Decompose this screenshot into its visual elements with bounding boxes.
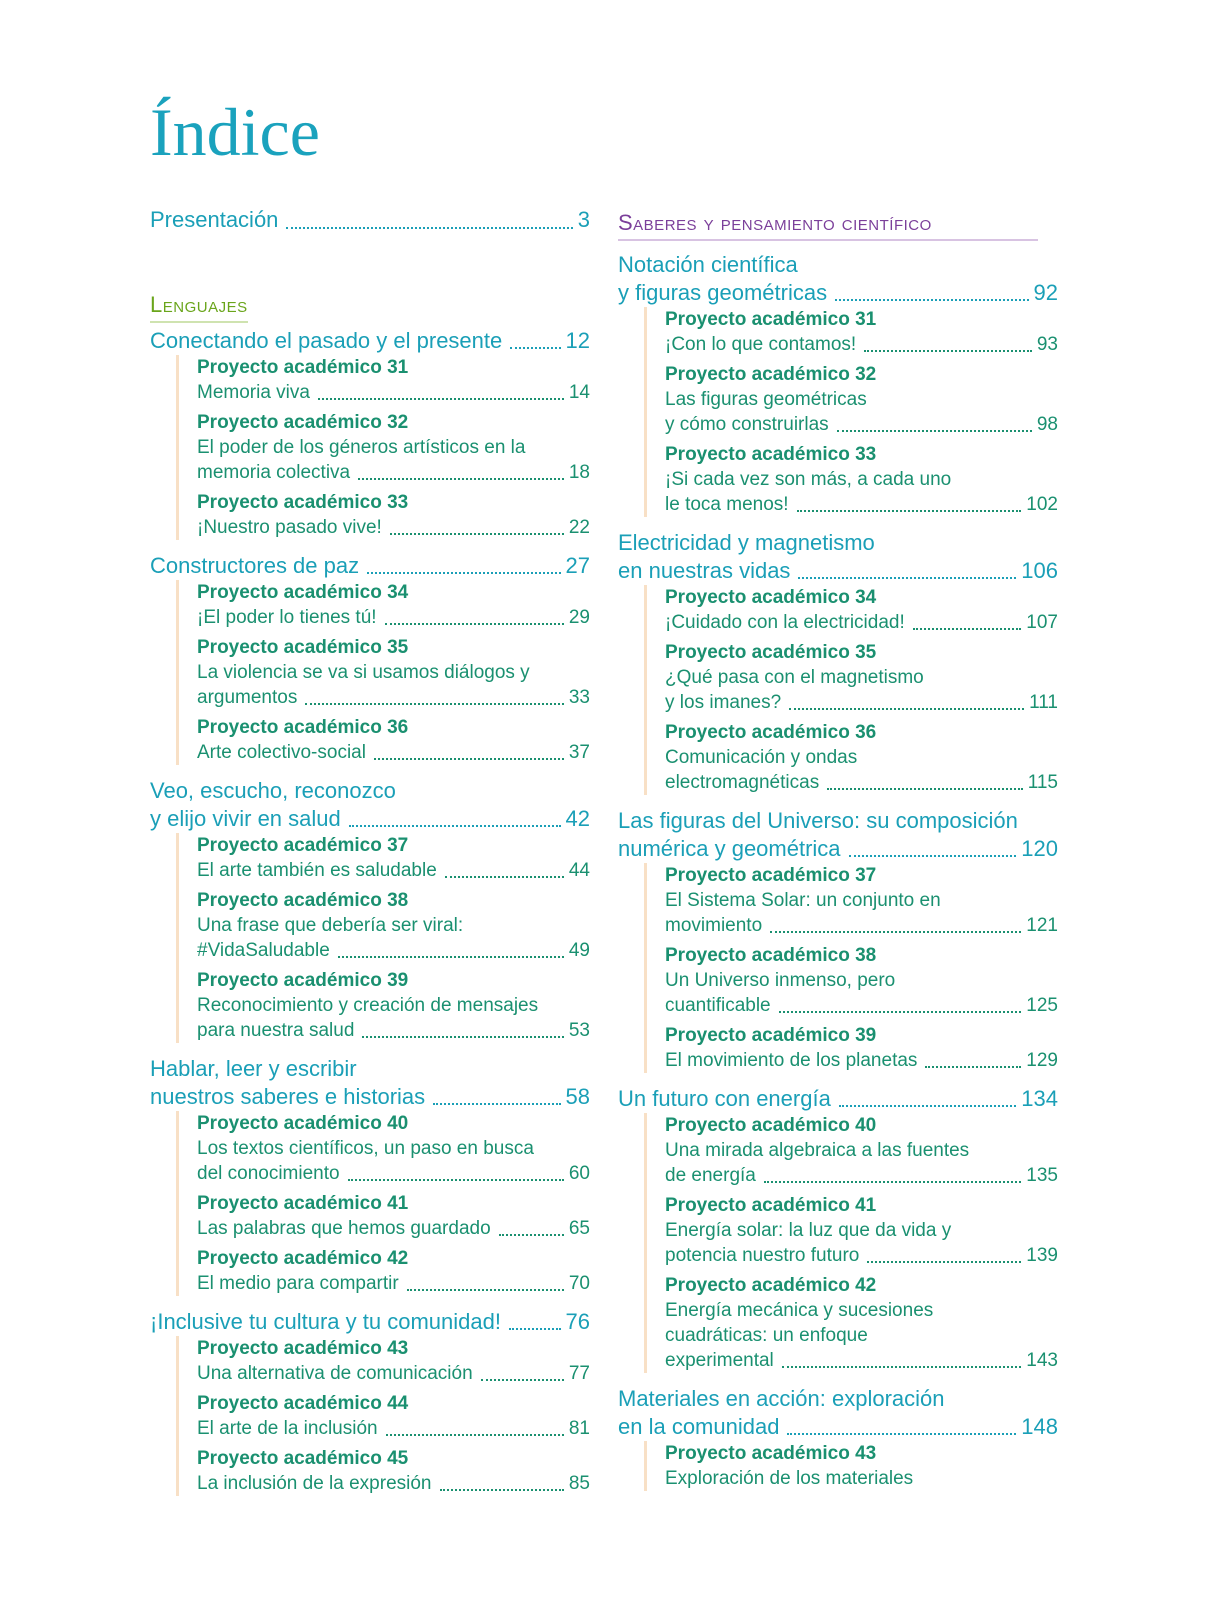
- entry-text: Una frase que debería ser viral:: [197, 915, 464, 936]
- page-number: 27: [565, 553, 590, 578]
- page-number: 60: [568, 1163, 590, 1184]
- project-list: [176, 1111, 590, 1296]
- toc-topic[interactable]: [618, 1085, 1058, 1373]
- entry-text: experimental: [665, 1350, 774, 1371]
- entry-line: [197, 460, 590, 485]
- page-number: 106: [1021, 558, 1058, 583]
- page-number: 29: [568, 607, 590, 628]
- entry-text: Conectando el pasado y el presente: [150, 328, 503, 353]
- entry-text: de energía: [665, 1165, 756, 1186]
- page-number: 139: [1026, 1245, 1058, 1266]
- entry-text: Materiales en acción: exploración: [618, 1386, 945, 1411]
- project-heading: Proyecto académico 34: [665, 587, 877, 608]
- entry-text: numérica y geométrica: [618, 836, 841, 861]
- dot-leader: [925, 1066, 1021, 1068]
- entry-text: cuadráticas: un enfoque: [665, 1325, 868, 1346]
- entry-text: El arte también es saludable: [197, 860, 437, 881]
- dot-leader: [358, 478, 564, 480]
- entry-text: El movimiento de los planetas: [665, 1050, 918, 1071]
- entry-line: [665, 1243, 1058, 1268]
- toc-topic[interactable]: [618, 807, 1058, 1073]
- project-heading: Proyecto académico 32: [665, 364, 877, 385]
- entry-text: Energía mecánica y sucesiones: [665, 1300, 934, 1321]
- entry-text: ¿Qué pasa con el magnetismo: [665, 667, 924, 688]
- toc-topic[interactable]: [618, 251, 1058, 517]
- entry-line: [665, 492, 1058, 517]
- entry-text: Constructores de paz: [150, 553, 360, 578]
- toc-project[interactable]: [197, 490, 590, 540]
- page-number: 12: [565, 328, 590, 353]
- entry-line: [665, 1348, 1058, 1373]
- project-heading: Proyecto académico 32: [197, 412, 409, 433]
- page-number: 53: [568, 1020, 590, 1041]
- toc-project[interactable]: [197, 355, 590, 405]
- project-heading: Proyecto académico 33: [197, 492, 409, 513]
- project-heading: Proyecto académico 45: [197, 1448, 409, 1469]
- right-column: [618, 205, 1058, 1491]
- entry-text: cuantificable: [665, 995, 771, 1016]
- project-heading: Proyecto académico 42: [197, 1248, 409, 1269]
- toc-project[interactable]: [665, 1113, 1058, 1188]
- entry-text: El Sistema Solar: un conjunto en: [665, 890, 941, 911]
- entry-text: Reconocimiento y creación de mensajes: [197, 995, 539, 1016]
- page-number: 102: [1026, 494, 1058, 515]
- project-heading: Proyecto académico 36: [197, 717, 409, 738]
- project-list: [644, 307, 1058, 517]
- dot-leader: [839, 1105, 1016, 1107]
- entry-line: [197, 1471, 590, 1496]
- section-heading-saberes: Saberes y pensamiento científico: [618, 209, 1038, 241]
- entry-line: [197, 740, 590, 765]
- entry-text: Veo, escucho, reconozco: [150, 778, 396, 803]
- dot-leader: [374, 758, 564, 760]
- entry-line: [150, 1308, 590, 1336]
- page-number: 93: [1036, 334, 1058, 355]
- entry-line: [665, 993, 1058, 1018]
- project-heading: Proyecto académico 37: [665, 865, 877, 886]
- page-number: 18: [568, 462, 590, 483]
- entry-text: ¡Inclusive tu cultura y tu comunidad!: [150, 1309, 501, 1334]
- entry-text: movimiento: [665, 915, 763, 936]
- dot-leader: [787, 1433, 1016, 1435]
- dot-leader: [338, 956, 564, 958]
- dot-leader: [385, 623, 564, 625]
- dot-leader: [849, 855, 1017, 857]
- page-number: 22: [568, 517, 590, 538]
- entry-text: y figuras geométricas: [618, 280, 828, 305]
- project-list: [644, 1113, 1058, 1373]
- page-number: 81: [568, 1418, 590, 1439]
- section-heading-lenguajes: Lenguajes: [150, 291, 248, 323]
- entry-line: [197, 1416, 590, 1441]
- toc-project[interactable]: [665, 640, 1058, 715]
- project-list: [176, 580, 590, 765]
- dot-leader: [407, 1289, 564, 1291]
- dot-leader: [367, 572, 560, 574]
- toc-project[interactable]: [197, 715, 590, 765]
- project-heading: Proyecto académico 31: [665, 309, 877, 330]
- toc-project[interactable]: [665, 1273, 1058, 1373]
- toc-project[interactable]: [665, 943, 1058, 1018]
- toc-project[interactable]: [197, 1446, 590, 1496]
- project-heading: Proyecto académico 36: [665, 722, 877, 743]
- entry-line: [197, 1271, 590, 1296]
- entry-line: [150, 552, 590, 580]
- entry-line: [197, 858, 590, 883]
- dot-leader: [499, 1234, 564, 1236]
- page-number: 111: [1029, 692, 1058, 713]
- toc-project[interactable]: [197, 1391, 590, 1441]
- page-number: 143: [1026, 1350, 1058, 1371]
- toc-project[interactable]: [197, 635, 590, 710]
- page-number: 58: [565, 1084, 590, 1109]
- entry-text: Un Universo inmenso, pero: [665, 970, 896, 991]
- dot-leader: [318, 398, 564, 400]
- dot-leader: [864, 350, 1032, 352]
- dot-leader: [362, 1036, 563, 1038]
- toc-project[interactable]: [197, 833, 590, 883]
- entry-text: El medio para compartir: [197, 1273, 399, 1294]
- entry-line: [618, 279, 1058, 307]
- entry-text: ¡El poder lo tienes tú!: [197, 607, 377, 628]
- toc-project[interactable]: [197, 968, 590, 1043]
- toc-project[interactable]: [665, 1441, 1058, 1491]
- entry-text: Notación científica: [618, 252, 798, 277]
- dot-leader: [835, 299, 1028, 301]
- dot-leader: [510, 347, 560, 349]
- page-title: Índice: [150, 94, 320, 170]
- page-number: 92: [1033, 280, 1058, 305]
- entry-line: [197, 1161, 590, 1186]
- page-number: 3: [577, 207, 590, 232]
- toc-entry-presentation[interactable]: [150, 205, 590, 235]
- entry-text: El poder de los géneros artísticos en la: [197, 437, 526, 458]
- dot-leader: [481, 1379, 564, 1381]
- entry-text: #VidaSaludable: [197, 940, 330, 961]
- project-heading: Proyecto académico 44: [197, 1393, 409, 1414]
- entry-text: ¡Con lo que contamos!: [665, 334, 857, 355]
- dot-leader: [390, 533, 564, 535]
- entry-text: del conocimiento: [197, 1163, 340, 1184]
- toc-project[interactable]: [197, 1191, 590, 1241]
- entry-text: La violencia se va si usamos diálogos y: [197, 662, 530, 683]
- toc-project[interactable]: [197, 1336, 590, 1386]
- entry-line: [665, 1048, 1058, 1073]
- dot-leader: [837, 430, 1032, 432]
- entry-text: y elijo vivir en salud: [150, 806, 341, 831]
- entry-line: [665, 1163, 1058, 1188]
- toc-project[interactable]: [197, 1111, 590, 1186]
- project-list: [176, 833, 590, 1043]
- toc-project[interactable]: [665, 1023, 1058, 1073]
- entry-text: Energía solar: la luz que da vida y: [665, 1220, 952, 1241]
- entry-line: [197, 685, 590, 710]
- entry-text: en nuestras vidas: [618, 558, 791, 583]
- entry-text: Un futuro con energía: [618, 1086, 831, 1111]
- entry-text: Una mirada algebraica a las fuentes: [665, 1140, 970, 1161]
- entry-text: La inclusión de la expresión: [197, 1473, 432, 1494]
- project-heading: Proyecto académico 40: [197, 1113, 409, 1134]
- toc-project[interactable]: [665, 307, 1058, 357]
- dot-leader: [386, 1434, 564, 1436]
- project-heading: Proyecto académico 41: [665, 1195, 877, 1216]
- topic-list: [618, 251, 1058, 1491]
- entry-line: [197, 938, 590, 963]
- toc-topic[interactable]: [618, 529, 1058, 795]
- page-number: 14: [568, 382, 590, 403]
- dot-leader: [433, 1103, 560, 1105]
- page-number: 65: [568, 1218, 590, 1239]
- dot-leader: [440, 1489, 564, 1491]
- project-list: [176, 355, 590, 540]
- entry-text: ¡Nuestro pasado vive!: [197, 517, 382, 538]
- project-heading: Proyecto académico 39: [197, 970, 409, 991]
- toc-topic[interactable]: [150, 552, 590, 765]
- page-number: 134: [1021, 1086, 1058, 1111]
- project-heading: Proyecto académico 34: [197, 582, 409, 603]
- entry-text: Comunicación y ondas: [665, 747, 858, 768]
- toc-topic[interactable]: [150, 327, 590, 540]
- project-heading: Proyecto académico 41: [197, 1193, 409, 1214]
- entry-line: [197, 1216, 590, 1241]
- entry-line: [665, 412, 1058, 437]
- page-number: 76: [565, 1309, 590, 1334]
- toc-project[interactable]: [197, 1246, 590, 1296]
- page-number: 121: [1026, 915, 1058, 936]
- entry-line: [665, 610, 1058, 635]
- project-heading: Proyecto académico 35: [197, 637, 409, 658]
- entry-text: memoria colectiva: [197, 462, 351, 483]
- dot-leader: [798, 577, 1016, 579]
- dot-leader: [305, 703, 564, 705]
- entry-text: ¡Si cada vez son más, a cada uno: [665, 469, 952, 490]
- toc-topic[interactable]: [150, 1308, 590, 1496]
- entry-text: Las figuras del Universo: su composición: [618, 808, 1018, 833]
- toc-topic[interactable]: [150, 777, 590, 1043]
- entry-line: [150, 327, 590, 355]
- dot-leader: [286, 227, 572, 229]
- dot-leader: [913, 628, 1022, 630]
- left-column: [150, 205, 590, 1496]
- entry-text: argumentos: [197, 687, 298, 708]
- dot-leader: [867, 1261, 1021, 1263]
- project-heading: Proyecto académico 43: [197, 1338, 409, 1359]
- page-number: 44: [568, 860, 590, 881]
- entry-line: [197, 605, 590, 630]
- project-heading: Proyecto académico 38: [665, 945, 877, 966]
- page-number: 37: [568, 742, 590, 763]
- entry-label: Presentación: [150, 207, 279, 232]
- dot-leader: [789, 708, 1024, 710]
- dot-leader: [509, 1328, 561, 1330]
- project-list: [176, 1336, 590, 1496]
- page-number: 49: [568, 940, 590, 961]
- project-list: [644, 863, 1058, 1073]
- entry-line: [197, 515, 590, 540]
- dot-leader: [348, 1179, 564, 1181]
- page-number: 107: [1026, 612, 1058, 633]
- entry-text: Memoria viva: [197, 382, 310, 403]
- entry-line: [665, 770, 1058, 795]
- page-number: 98: [1036, 414, 1058, 435]
- entry-text: Exploración de los materiales: [665, 1468, 914, 1489]
- dot-leader: [349, 825, 561, 827]
- toc-project[interactable]: [665, 442, 1058, 517]
- dot-leader: [764, 1181, 1021, 1183]
- project-heading: Proyecto académico 38: [197, 890, 409, 911]
- entry-line: [197, 1018, 590, 1043]
- entry-text: nuestros saberes e historias: [150, 1084, 426, 1109]
- toc-project[interactable]: [665, 585, 1058, 635]
- page-number: 125: [1026, 995, 1058, 1016]
- project-list: [644, 1441, 1058, 1491]
- entry-line: [618, 557, 1058, 585]
- page-number: 135: [1026, 1165, 1058, 1186]
- project-heading: Proyecto académico 35: [665, 642, 877, 663]
- entry-text: Hablar, leer y escribir: [150, 1056, 357, 1081]
- entry-text: para nuestra salud: [197, 1020, 355, 1041]
- entry-text: El arte de la inclusión: [197, 1418, 378, 1439]
- page-number: 42: [565, 806, 590, 831]
- dot-leader: [782, 1366, 1022, 1368]
- page-number: 70: [568, 1273, 590, 1294]
- project-heading: Proyecto académico 31: [197, 357, 409, 378]
- project-list: [644, 585, 1058, 795]
- entry-text: Las palabras que hemos guardado: [197, 1218, 491, 1239]
- toc-project[interactable]: [197, 410, 590, 485]
- page-number: 120: [1021, 836, 1058, 861]
- entry-text: electromagnéticas: [665, 772, 820, 793]
- toc-topic[interactable]: [618, 1385, 1058, 1491]
- entry-line: [197, 1361, 590, 1386]
- entry-line: [150, 805, 590, 833]
- dot-leader: [797, 510, 1022, 512]
- project-heading: Proyecto académico 43: [665, 1443, 877, 1464]
- project-heading: Proyecto académico 33: [665, 444, 877, 465]
- page-number: 148: [1021, 1414, 1058, 1439]
- entry-text: y los imanes?: [665, 692, 782, 713]
- entry-line: [618, 1085, 1058, 1113]
- toc-project[interactable]: [197, 888, 590, 963]
- toc-project[interactable]: [665, 1193, 1058, 1268]
- toc-project[interactable]: [665, 863, 1058, 938]
- entry-text: Las figuras geométricas: [665, 389, 867, 410]
- entry-text: le toca menos!: [665, 494, 789, 515]
- dot-leader: [827, 788, 1023, 790]
- entry-line: [197, 380, 590, 405]
- dot-leader: [445, 876, 564, 878]
- topic-list: [150, 327, 590, 1496]
- dot-leader: [779, 1011, 1022, 1013]
- dot-leader: [770, 931, 1021, 933]
- entry-line: [618, 1413, 1058, 1441]
- toc-project[interactable]: [197, 580, 590, 630]
- page-number: 115: [1027, 772, 1058, 793]
- entry-text: Electricidad y magnetismo: [618, 530, 875, 555]
- entry-text: Los textos científicos, un paso en busca: [197, 1138, 534, 1159]
- project-heading: Proyecto académico 37: [197, 835, 409, 856]
- project-heading: Proyecto académico 40: [665, 1115, 877, 1136]
- entry-text: ¡Cuidado con la electricidad!: [665, 612, 905, 633]
- entry-line: [665, 690, 1058, 715]
- page-number: 85: [568, 1473, 590, 1494]
- toc-project[interactable]: [665, 720, 1058, 795]
- project-heading: Proyecto académico 42: [665, 1275, 877, 1296]
- entry-text: Una alternativa de comunicación: [197, 1363, 473, 1384]
- entry-text: en la comunidad: [618, 1414, 780, 1439]
- entry-line: [618, 835, 1058, 863]
- entry-text: potencia nuestro futuro: [665, 1245, 860, 1266]
- page-number: 77: [568, 1363, 590, 1384]
- page-number: 129: [1026, 1050, 1058, 1071]
- entry-line: [665, 913, 1058, 938]
- entry-text: Arte colectivo-social: [197, 742, 366, 763]
- entry-line: [665, 332, 1058, 357]
- entry-line: [150, 1083, 590, 1111]
- toc-topic[interactable]: [150, 1055, 590, 1296]
- project-heading: Proyecto académico 39: [665, 1025, 877, 1046]
- entry-text: y cómo construirlas: [665, 414, 829, 435]
- toc-project[interactable]: [665, 362, 1058, 437]
- page-number: 33: [568, 687, 590, 708]
